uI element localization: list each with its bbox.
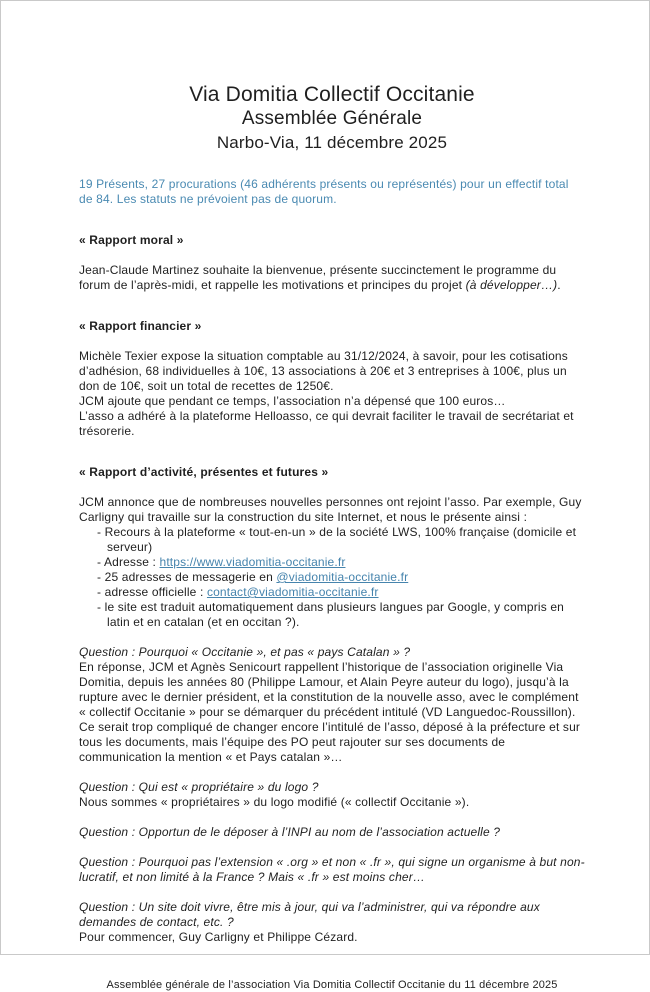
bullet-mailboxes-label: - 25 adresses de messagerie en <box>97 570 277 584</box>
question-1-answer-part-2: Ce serait trop compliqué de changer encore l’intitulé de l’asso, déposé à la préfecture et sur tous les documents, mais l’équipe des PO peut rajouter sur ses documents de communication la mention « et Pays catalan »… <box>79 720 581 764</box>
bullet-platform: - Recours à la plateforme « tout-en-un » de la société LWS, 100% française (domicile et serveur) <box>97 525 577 554</box>
question-block-2 <box>79 780 585 810</box>
section-heading-rapport-activite: « Rapport d’activité, présentes et futures » <box>79 465 329 479</box>
section-heading-rapport-financier: « Rapport financier » <box>79 319 202 333</box>
rapport-moral-end: . <box>557 278 561 292</box>
website-link[interactable]: https://www.viadomitia-occitanie.fr <box>159 555 346 569</box>
question-1-answer-part-1: En réponse, JCM et Agnès Senicourt rappellent l’historique de l’association originelle Via Domitia, depuis les années 80 (Philippe Lamour, et Alain Peyre auteur du logo), jusqu’à la rupture avec le dernier président, et la constitution de la nouvelle asso, avec le complément « collectif Occitanie » pour se démarquer du précédent intitulé (VD Languedoc-Roussillon). <box>79 660 579 719</box>
section-heading-rapport-moral: « Rapport moral » <box>79 233 184 247</box>
bullet-mailboxes <box>97 570 585 585</box>
question-3: Question : Opportun de le déposer à l’INPI au nom de l’association actuelle ? <box>79 825 501 839</box>
financier-line-3: L’asso a adhéré à la plateforme Helloasso, ce qui devrait faciliter le travail de secrétariat et trésorerie. <box>79 409 574 438</box>
page-footer: Assemblée générale de l’association Via Domitia Collectif Occitanie du 11 décembre 2025 <box>106 979 558 991</box>
bullet-website-label: - Adresse : <box>97 555 160 569</box>
page-location-date: Narbo-Via, 11 décembre 2025 <box>216 133 448 152</box>
attendance-note: 19 Présents, 27 procurations (46 adhérents présents ou représentés) pour un effectif total de 84. Les statuts ne prévoient pas de quorum. <box>79 177 569 206</box>
rapport-financier-paragraph <box>79 349 585 439</box>
question-1: Question : Pourquoi « Occitanie », et pas « pays Catalan » ? <box>79 645 411 659</box>
question-2: Question : Qui est « propriétaire » du logo ? <box>79 780 319 794</box>
page-subtitle: Assemblée Générale <box>241 108 423 129</box>
mail-domain-link[interactable]: @viadomitia-occitanie.fr <box>276 570 409 584</box>
document-header <box>79 83 585 153</box>
rapport-moral-text: Jean-Claude Martinez souhaite la bienvenue, présente succinctement le programme du forum de l’après-midi, et rappelle les motivations et principes du projet <box>79 263 557 292</box>
question-4: Question : Pourquoi pas l’extension « .org » et non « .fr », qui signe un organisme à but non-lucratif, et non limité à la France ? Mais « .fr » est moins cher… <box>79 855 585 884</box>
contact-email-link[interactable]: contact@viadomitia-occitanie.fr <box>206 585 379 599</box>
question-block-5 <box>79 900 585 945</box>
rapport-moral-italic-note: (à développer…) <box>465 278 558 292</box>
bullet-website <box>97 555 585 570</box>
financier-line-2: JCM ajoute que pendant ce temps, l’association n’a dépensé que 100 euros… <box>79 394 506 408</box>
question-2-answer: Nous sommes « propriétaires » du logo modifié (« collectif Occitanie »). <box>79 795 470 809</box>
page-title: Via Domitia Collectif Occitanie <box>189 83 475 106</box>
bullet-translation: - le site est traduit automatiquement dans plusieurs langues par Google, y compris en latin et en catalan (et en occitan ?). <box>97 600 564 629</box>
activite-intro: JCM annonce que de nombreuses nouvelles personnes ont rejoint l’asso. Par exemple, Guy Carligny qui travaille sur la construction du site Internet, et nous le présente ainsi : <box>79 495 582 524</box>
question-block-3 <box>79 825 585 840</box>
financier-line-1: Michèle Texier expose la situation comptable au 31/12/2024, à savoir, pour les cotisations d’adhésion, 68 individuelles à 10€, 13 associations à 20€ et 3 entreprises à 100€, plus un don de 10€, soit un total de recettes de 1250€. <box>79 349 568 393</box>
question-5: Question : Un site doit vivre, être mis à jour, qui va l’administrer, qui va répondre aux demandes de contact, etc. ? <box>79 900 540 929</box>
question-5-answer: Pour commencer, Guy Carligny et Philippe Cézard. <box>79 930 358 944</box>
rapport-moral-paragraph <box>79 263 585 293</box>
rapport-activite-paragraph <box>79 495 585 630</box>
question-block-1 <box>79 645 585 765</box>
activite-bullet-list <box>79 525 585 630</box>
question-block-4 <box>79 855 585 885</box>
bullet-official-address <box>97 585 585 600</box>
bullet-official-address-label: - adresse officielle : <box>97 585 207 599</box>
